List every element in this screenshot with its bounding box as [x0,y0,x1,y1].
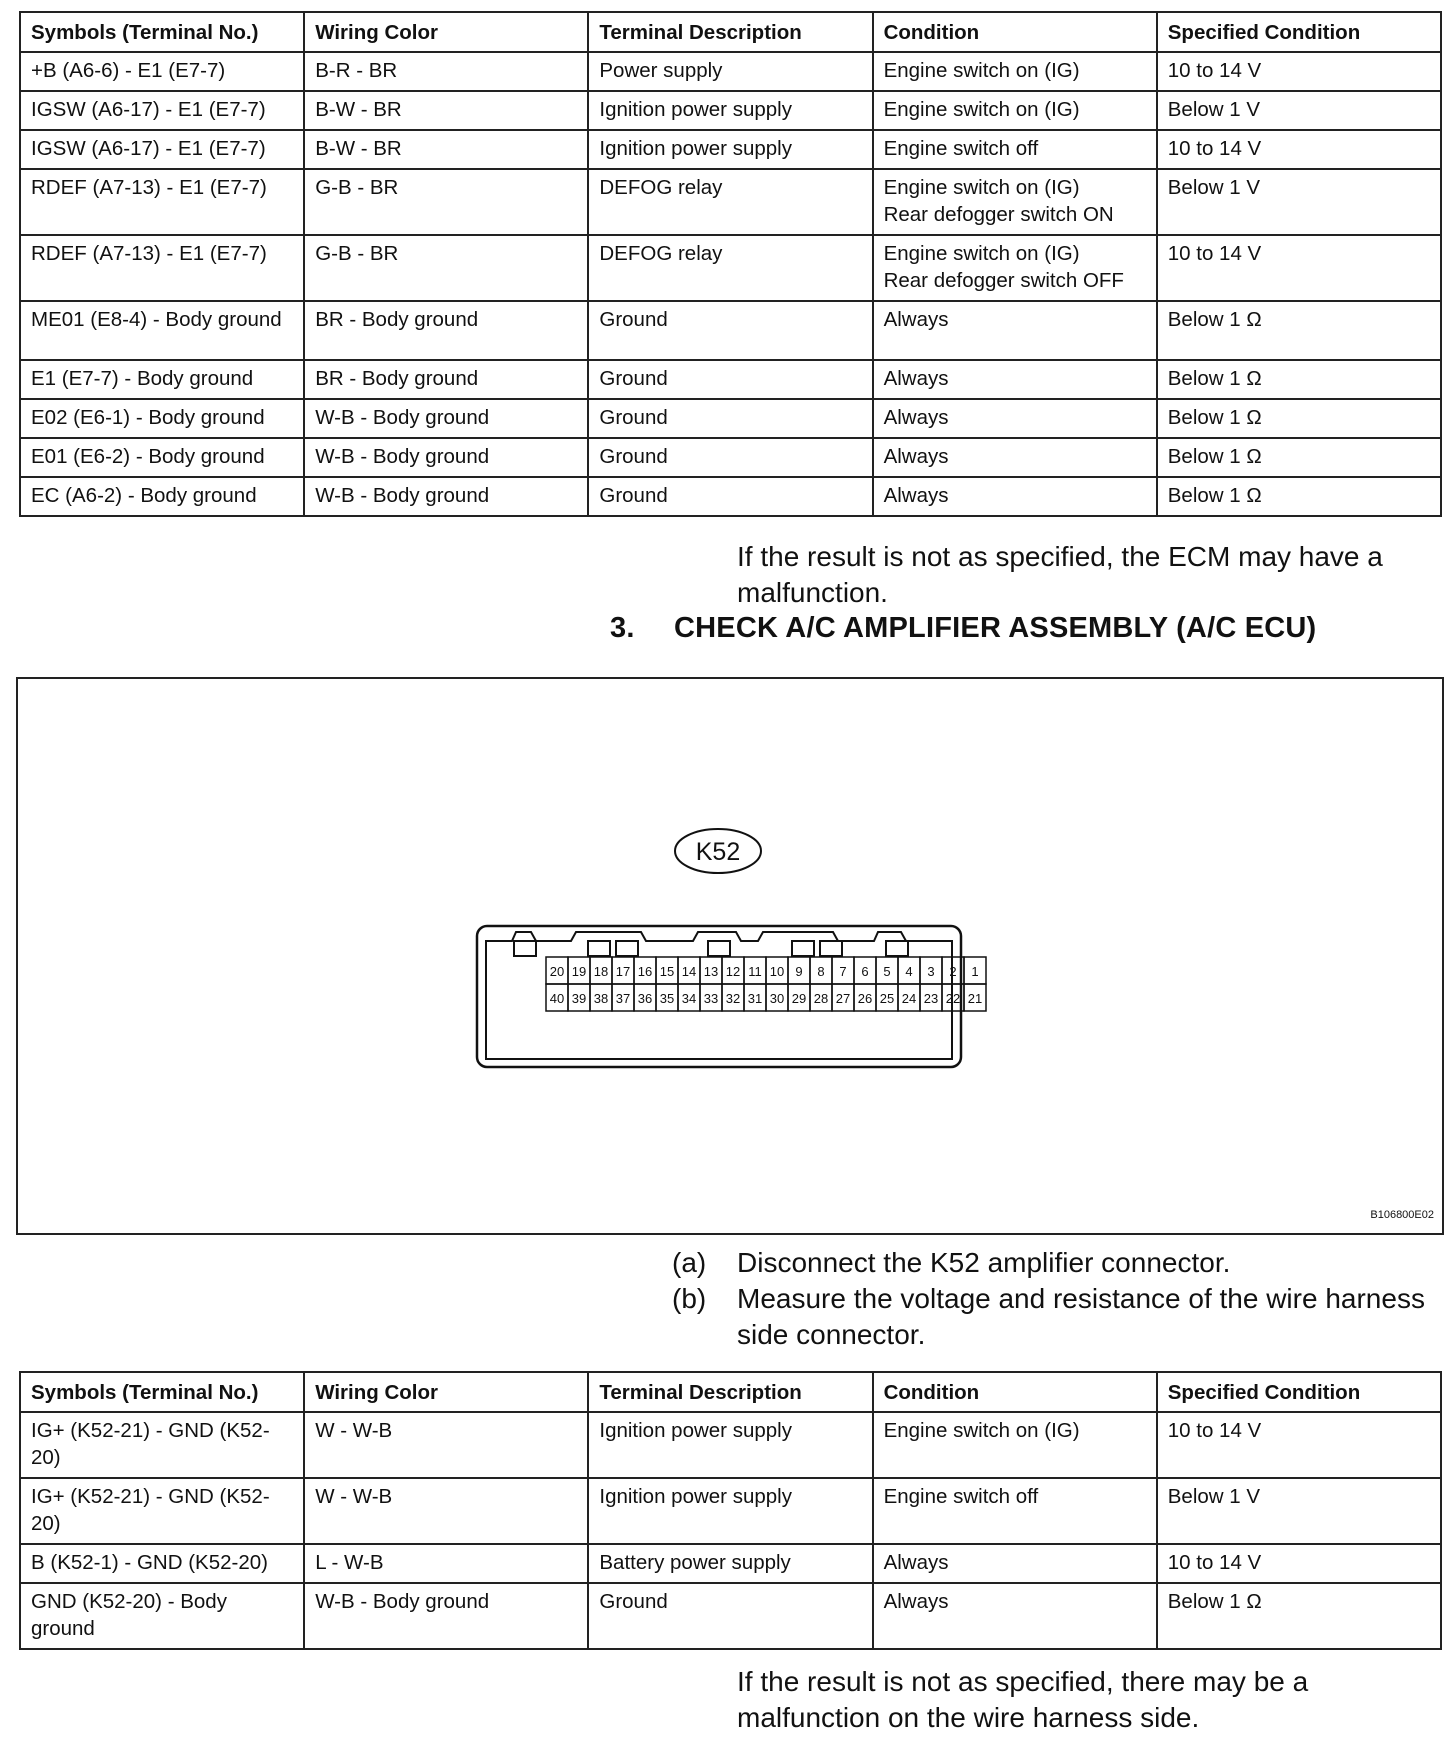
connector-latches [514,941,908,956]
table-cell: EC (A6-2) - Body ground [20,477,304,516]
pin-number: 21 [967,991,983,1006]
pin-number: 4 [905,964,913,979]
connector-pins [546,957,986,1011]
connector-latch [616,941,638,956]
connector-pin [920,957,942,984]
connector-latch [708,941,730,956]
table-cell: Below 1 V [1157,91,1441,130]
connector-pin [656,957,678,984]
table-cell: L - W-B [304,1544,588,1583]
table-cell: W - W-B [304,1412,588,1478]
pin-number: 14 [681,964,697,979]
table-cell: Always [873,360,1157,399]
pin-number: 38 [593,991,609,1006]
instruction-text: Measure the voltage and resistance of the wire harness side connector. [737,1283,1425,1350]
connector-pin [876,957,898,984]
connector-pin [810,957,832,984]
pin-number: 17 [615,964,631,979]
table-cell: Always [873,438,1157,477]
table-row [20,301,1441,360]
table-cell: W-B - Body ground [304,399,588,438]
table-cell: RDEF (A7-13) - E1 (E7-7) [20,169,304,235]
amplifier-terminal-table [19,1371,1442,1650]
pin-number: 19 [571,964,587,979]
pin-number: 40 [549,991,565,1006]
table-cell: B-W - BR [304,91,588,130]
pin-number: 6 [861,964,869,979]
connector-pin [700,957,722,984]
column-header: Wiring Color [304,1372,588,1412]
table-cell: Battery power supply [588,1544,872,1583]
table-cell: B-W - BR [304,130,588,169]
instruction-text: Disconnect the K52 amplifier connector. [737,1247,1231,1278]
pin-number: 8 [817,964,825,979]
connector-pin [964,984,986,1011]
table-row [20,360,1441,399]
column-header: Symbols (Terminal No.) [20,1372,304,1412]
table-cell: 10 to 14 V [1157,1544,1441,1583]
pin-number: 5 [883,964,891,979]
table-cell: W - W-B [304,1478,588,1544]
table-row [20,1583,1441,1649]
pin-number: 33 [703,991,719,1006]
table-cell: ME01 (E8-4) - Body ground [20,301,304,360]
table-row [20,1478,1441,1544]
step-number: 3. [610,612,635,644]
pin-number: 37 [615,991,631,1006]
connector-pin [766,957,788,984]
pin-number: 36 [637,991,653,1006]
connector-pin [854,984,876,1011]
harness-result-note: If the result is not as specified, there may be a malfunction on the wire harness side. [737,1666,1309,1733]
pin-number: 39 [571,991,587,1006]
connector-pin [788,984,810,1011]
pin-number: 7 [839,964,847,979]
table-cell: W-B - Body ground [304,1583,588,1649]
table-cell: Always [873,477,1157,516]
pin-number: 27 [835,991,851,1006]
connector-pin [876,984,898,1011]
connector-pin [590,957,612,984]
connector-pin [854,957,876,984]
pin-number: 15 [659,964,675,979]
instruction-item [672,1245,1432,1281]
column-header: Wiring Color [304,12,588,52]
connector-pin [898,984,920,1011]
table-cell: GND (K52-20) - Body ground [20,1583,304,1649]
table-header-row [20,1372,1441,1412]
table-cell: W-B - Body ground [304,477,588,516]
pin-number: 24 [901,991,917,1006]
pin-number: 11 [748,964,762,979]
k52-connector-diagram [18,679,1446,1237]
table-cell: BR - Body ground [304,301,588,360]
pin-number: 29 [791,991,807,1006]
connector-pin [766,984,788,1011]
table-cell: IGSW (A6-17) - E1 (E7-7) [20,91,304,130]
instruction-item [672,1281,1432,1353]
pin-number: 28 [813,991,829,1006]
table-cell: Below 1 Ω [1157,301,1441,360]
table-row [20,169,1441,235]
table-cell: Engine switch on (IG) [873,91,1157,130]
ecm-terminal-table [19,11,1442,517]
connector-pin [612,984,634,1011]
pin-number: 13 [703,964,719,979]
table-header-row [20,12,1441,52]
connector-pin [634,984,656,1011]
connector-pin [546,957,568,984]
table-row [20,130,1441,169]
table-row [20,477,1441,516]
pin-number: 32 [725,991,741,1006]
table-cell: Engine switch on (IG) Rear defogger switch ON [873,169,1157,235]
table-cell: IGSW (A6-17) - E1 (E7-7) [20,130,304,169]
figure-code: B106800E02 [1370,1209,1434,1221]
pin-number: 34 [681,991,697,1006]
table-cell: B-R - BR [304,52,588,91]
pin-number: 35 [659,991,675,1006]
table-cell: Always [873,1583,1157,1649]
pin-number: 23 [923,991,939,1006]
connector-label-text: K52 [695,838,741,866]
instruction-label: (b) [672,1283,707,1314]
table-cell: Always [873,399,1157,438]
connector-pin [590,984,612,1011]
pin-number: 31 [747,991,763,1006]
connector-pin [700,984,722,1011]
connector-latch [514,941,536,956]
table-cell: 10 to 14 V [1157,130,1441,169]
step-title: CHECK A/C AMPLIFIER ASSEMBLY (A/C ECU) [674,612,1317,644]
table-cell: Engine switch on (IG) Rear defogger switch OFF [873,235,1157,301]
connector-pin [898,957,920,984]
connector-pin [634,957,656,984]
table-cell: IG+ (K52-21) - GND (K52-20) [20,1412,304,1478]
table-row [20,1544,1441,1583]
table-cell: B (K52-1) - GND (K52-20) [20,1544,304,1583]
connector-pin [722,984,744,1011]
instruction-label: (a) [672,1247,707,1278]
connector-pin [612,957,634,984]
connector-latch [792,941,814,956]
pin-number: 1 [971,964,979,979]
table-cell: G-B - BR [304,169,588,235]
table-cell: +B (A6-6) - E1 (E7-7) [20,52,304,91]
connector-pin [832,957,854,984]
pin-number: 25 [879,991,895,1006]
table-cell: Engine switch off [873,1478,1157,1544]
column-header: Condition [873,12,1157,52]
table-cell: Below 1 Ω [1157,438,1441,477]
table-cell: Ground [588,1583,872,1649]
table-cell: Below 1 Ω [1157,399,1441,438]
pin-number: 26 [857,991,873,1006]
table-cell: Engine switch on (IG) [873,1412,1157,1478]
table-cell: E02 (E6-1) - Body ground [20,399,304,438]
connector-pin [568,957,590,984]
connector-figure [16,677,1444,1235]
connector-pin [920,984,942,1011]
connector-pin [722,957,744,984]
table-cell: Ground [588,438,872,477]
table-cell: Always [873,1544,1157,1583]
connector-pin [964,957,986,984]
ecm-result-note: If the result is not as specified, the ECM may have a malfunction. [737,541,1383,608]
connector-pin [568,984,590,1011]
table-cell: IG+ (K52-21) - GND (K52-20) [20,1478,304,1544]
table-cell: Ground [588,399,872,438]
table-cell: E01 (E6-2) - Body ground [20,438,304,477]
table-cell: RDEF (A7-13) - E1 (E7-7) [20,235,304,301]
connector-pin [546,984,568,1011]
connector-pin [678,957,700,984]
table-cell: Always [873,301,1157,360]
connector-pin [744,984,766,1011]
column-header: Symbols (Terminal No.) [20,12,304,52]
pin-number: 30 [769,991,785,1006]
table-cell: Ignition power supply [588,91,872,130]
column-header: Terminal Description [588,1372,872,1412]
pin-number: 9 [795,964,803,979]
connector-pin [678,984,700,1011]
table-cell: Below 1 Ω [1157,1583,1441,1649]
table-cell: BR - Body ground [304,360,588,399]
connector-pin [832,984,854,1011]
table-cell: 10 to 14 V [1157,235,1441,301]
table-row [20,52,1441,91]
connector-pin [788,957,810,984]
table-cell: 10 to 14 V [1157,1412,1441,1478]
table-cell: DEFOG relay [588,169,872,235]
connector-latch [886,941,908,956]
table-cell: G-B - BR [304,235,588,301]
pin-number: 18 [593,964,609,979]
pin-number: 2 [949,964,957,979]
table-cell: Ignition power supply [588,130,872,169]
table-cell: Engine switch on (IG) [873,52,1157,91]
table-row [20,91,1441,130]
table-cell: 10 to 14 V [1157,52,1441,91]
pin-number: 22 [945,991,961,1006]
table-cell: Ground [588,360,872,399]
table-cell: Below 1 Ω [1157,360,1441,399]
table-row [20,399,1441,438]
column-header: Condition [873,1372,1157,1412]
step-heading [610,612,1316,645]
instruction-list [672,1245,1432,1353]
table-cell: Below 1 Ω [1157,477,1441,516]
table-cell: Power supply [588,52,872,91]
column-header: Specified Condition [1157,12,1441,52]
pin-number: 20 [549,964,565,979]
pin-number: 3 [927,964,935,979]
table-row [20,438,1441,477]
table-row [20,1412,1441,1478]
table-row [20,235,1441,301]
pin-number: 16 [637,964,653,979]
column-header: Specified Condition [1157,1372,1441,1412]
pin-number: 12 [725,964,741,979]
table-cell: Ignition power supply [588,1412,872,1478]
table-cell: Ground [588,301,872,360]
table-cell: Ignition power supply [588,1478,872,1544]
connector-pin [810,984,832,1011]
connector-pin [744,957,766,984]
pin-number: 10 [769,964,785,979]
column-header: Terminal Description [588,12,872,52]
table-cell: E1 (E7-7) - Body ground [20,360,304,399]
table-cell: DEFOG relay [588,235,872,301]
table-cell: W-B - Body ground [304,438,588,477]
table-cell: Below 1 V [1157,169,1441,235]
connector-latch [588,941,610,956]
table-cell: Below 1 V [1157,1478,1441,1544]
table-cell: Engine switch off [873,130,1157,169]
connector-latch [820,941,842,956]
table-cell: Ground [588,477,872,516]
connector-pin [656,984,678,1011]
